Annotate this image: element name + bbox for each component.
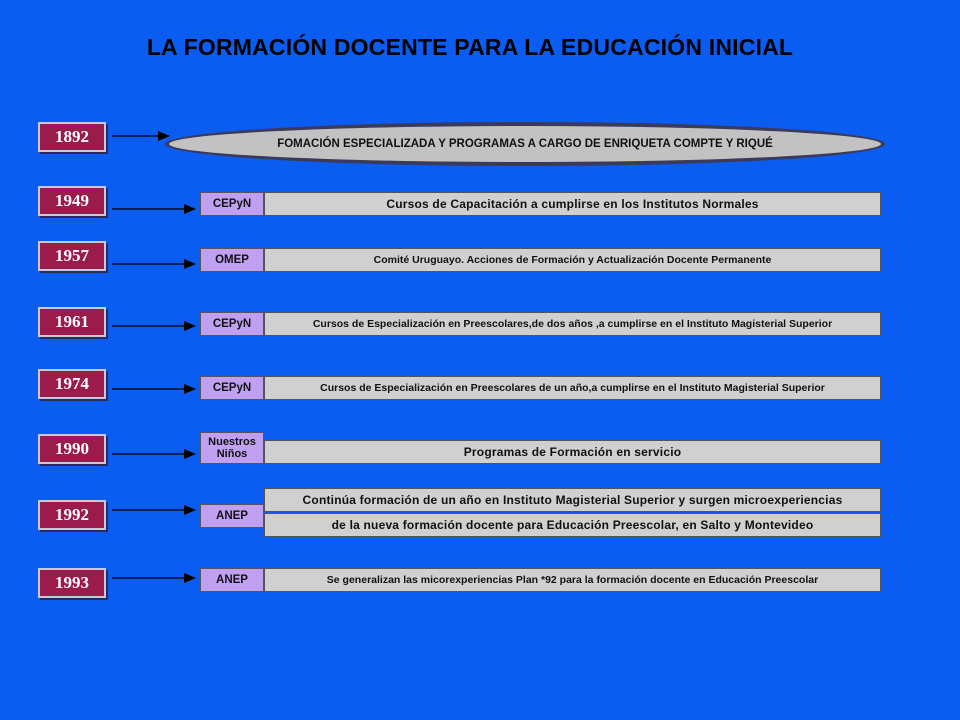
- org-tag-anep: ANEP: [200, 568, 264, 592]
- event-bar-1961: Cursos de Especialización en Preescolares,de dos años ,a cumplirse en el Instituto Magisterial Superior: [264, 312, 881, 336]
- org-tag-anep: ANEP: [200, 504, 264, 528]
- event-bar-1957: Comité Uruguayo. Acciones de Formación y Actualización Docente Permanente: [264, 248, 881, 272]
- arrow-icon: [112, 201, 196, 217]
- arrow-icon: [112, 381, 196, 397]
- event-bar-1974: Cursos de Especialización en Preescolares de un año,a cumplirse en el Instituto Magisterial Superior: [264, 376, 881, 400]
- year-box-1993: 1993: [38, 568, 106, 598]
- org-tag-cepyn: CEPyN: [200, 312, 264, 336]
- event-bar-1949: Cursos de Capacitación a cumplirse en los Institutos Normales: [264, 192, 881, 216]
- year-box-1961: 1961: [38, 307, 106, 337]
- year-box-1957: 1957: [38, 241, 106, 271]
- arrow-icon: [112, 128, 170, 144]
- arrow-icon: [112, 446, 196, 462]
- org-tag-cepyn: CEPyN: [200, 376, 264, 400]
- org-tag-cepyn: CEPyN: [200, 192, 264, 216]
- page-title: LA FORMACIÓN DOCENTE PARA LA EDUCACIÓN INICIAL: [146, 34, 794, 60]
- year-box-1990: 1990: [38, 434, 106, 464]
- tag-line: Nuestros: [208, 435, 256, 448]
- event-bar-1992-line1: Continúa formación de un año en Instituto Magisterial Superior y surgen microexperiencias: [264, 488, 881, 512]
- arrow-icon: [112, 256, 196, 272]
- org-tag-nuestros-ninos: [200, 432, 264, 464]
- arrow-icon: [112, 570, 196, 586]
- event-bar-1992-line2: de la nueva formación docente para Educación Preescolar, en Salto y Montevideo: [264, 513, 881, 537]
- event-bar-1990: Programas de Formación en servicio: [264, 440, 881, 464]
- year-box-1949: 1949: [38, 186, 106, 216]
- org-tag-omep: OMEP: [200, 248, 264, 272]
- year-box-1892: 1892: [38, 122, 106, 152]
- event-bar-1993: Se generalizan las micorexperiencias Plan *92 para la formación docente en Educación Preescolar: [264, 568, 881, 592]
- tag-line: Niños: [216, 448, 248, 460]
- event-oval-1892: FOMACIÓN ESPECIALIZADA Y PROGRAMAS A CARGO DE ENRIQUETA COMPTE Y RIQUÉ: [165, 122, 885, 166]
- year-box-1992: 1992: [38, 500, 106, 530]
- arrow-icon: [112, 318, 196, 334]
- year-box-1974: 1974: [38, 369, 106, 399]
- arrow-icon: [112, 502, 196, 518]
